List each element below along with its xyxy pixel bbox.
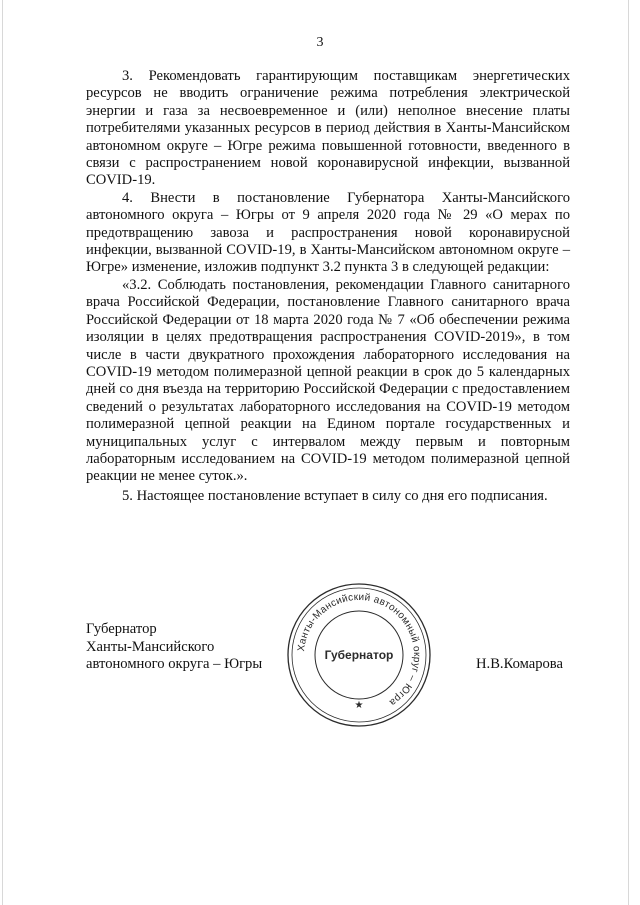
page-number: 3 (316, 35, 324, 50)
paragraph-3: 3. Рекомендовать гарантирующим поставщикам энергетических ресурсов не вводить ограничение режима потребления электрической энергии и газа за несвоевременное и (или) неполное внесение платы потребителями указанных ресурсов в период действия в Ханты-Мансийском автономном округе – Югре режима повышенной готовности, введенного в связи с распространением новой коронавирусной инфекции, вызванной COVID-19. (86, 68, 570, 189)
paragraph-4: 4. Внести в постановление Губернатора Ханты-Мансийского автономного округа – Югры от 9 апреля 2020 года № 29 «О мерах по предотвращению завоза и распространения новой коронавирусной инфекции, вызванной COVID-19, в Ханты-Мансийском автономном округе – Югре» изменение, изложив подпункт 3.2 пункта 3 в следующей редакции: (86, 189, 570, 276)
seal-center-text: Губернатор (324, 648, 394, 662)
paragraph-5: 5. Настоящее постановление вступает в силу со дня его подписания. (122, 487, 548, 504)
signatory-title-line: Губернатор (86, 621, 157, 637)
quoted-subparagraph-3-2: «3.2. Соблюдать постановления, рекомендации Главного санитарного врача Российской Федерации, постановление Главного санитарного врача Российской Федерации от 18 марта 2020 года № 7 «Об обеспечении режима изоляции в целях предотвращения распространения COVID-2019», в том числе в части двукратного прохождения лабораторного исследования на COVID-19 методом полимеразной цепной реакции в срок до 5 календарных дней со дня въезда на территорию Российской Федерации с предоставлением сведений о результатах лабораторного исследования на COVID-19 методом полимеразной цепной реакции на Едином портале государственных и муниципальных услуг с интервалом между первым и повторным лабораторным исследованием на COVID-19 методом полимеразной цепной реакции не менее суток.». (86, 276, 570, 485)
signatory-title-line: автономного округа – Югры (86, 656, 263, 673)
signatory-title (86, 621, 262, 674)
official-seal (284, 580, 434, 730)
seal-star-icon: ★ (354, 700, 364, 711)
document-body (86, 68, 570, 505)
signatory-name: Н.В.Комарова (476, 656, 563, 672)
scan-edge-left (2, 0, 3, 905)
signatory-title-line: Ханты-Мансийского (86, 638, 215, 655)
seal-ring-text: Ханты-Мансийский автономный округ – Югра (296, 591, 423, 708)
scan-edge-right (628, 0, 629, 905)
